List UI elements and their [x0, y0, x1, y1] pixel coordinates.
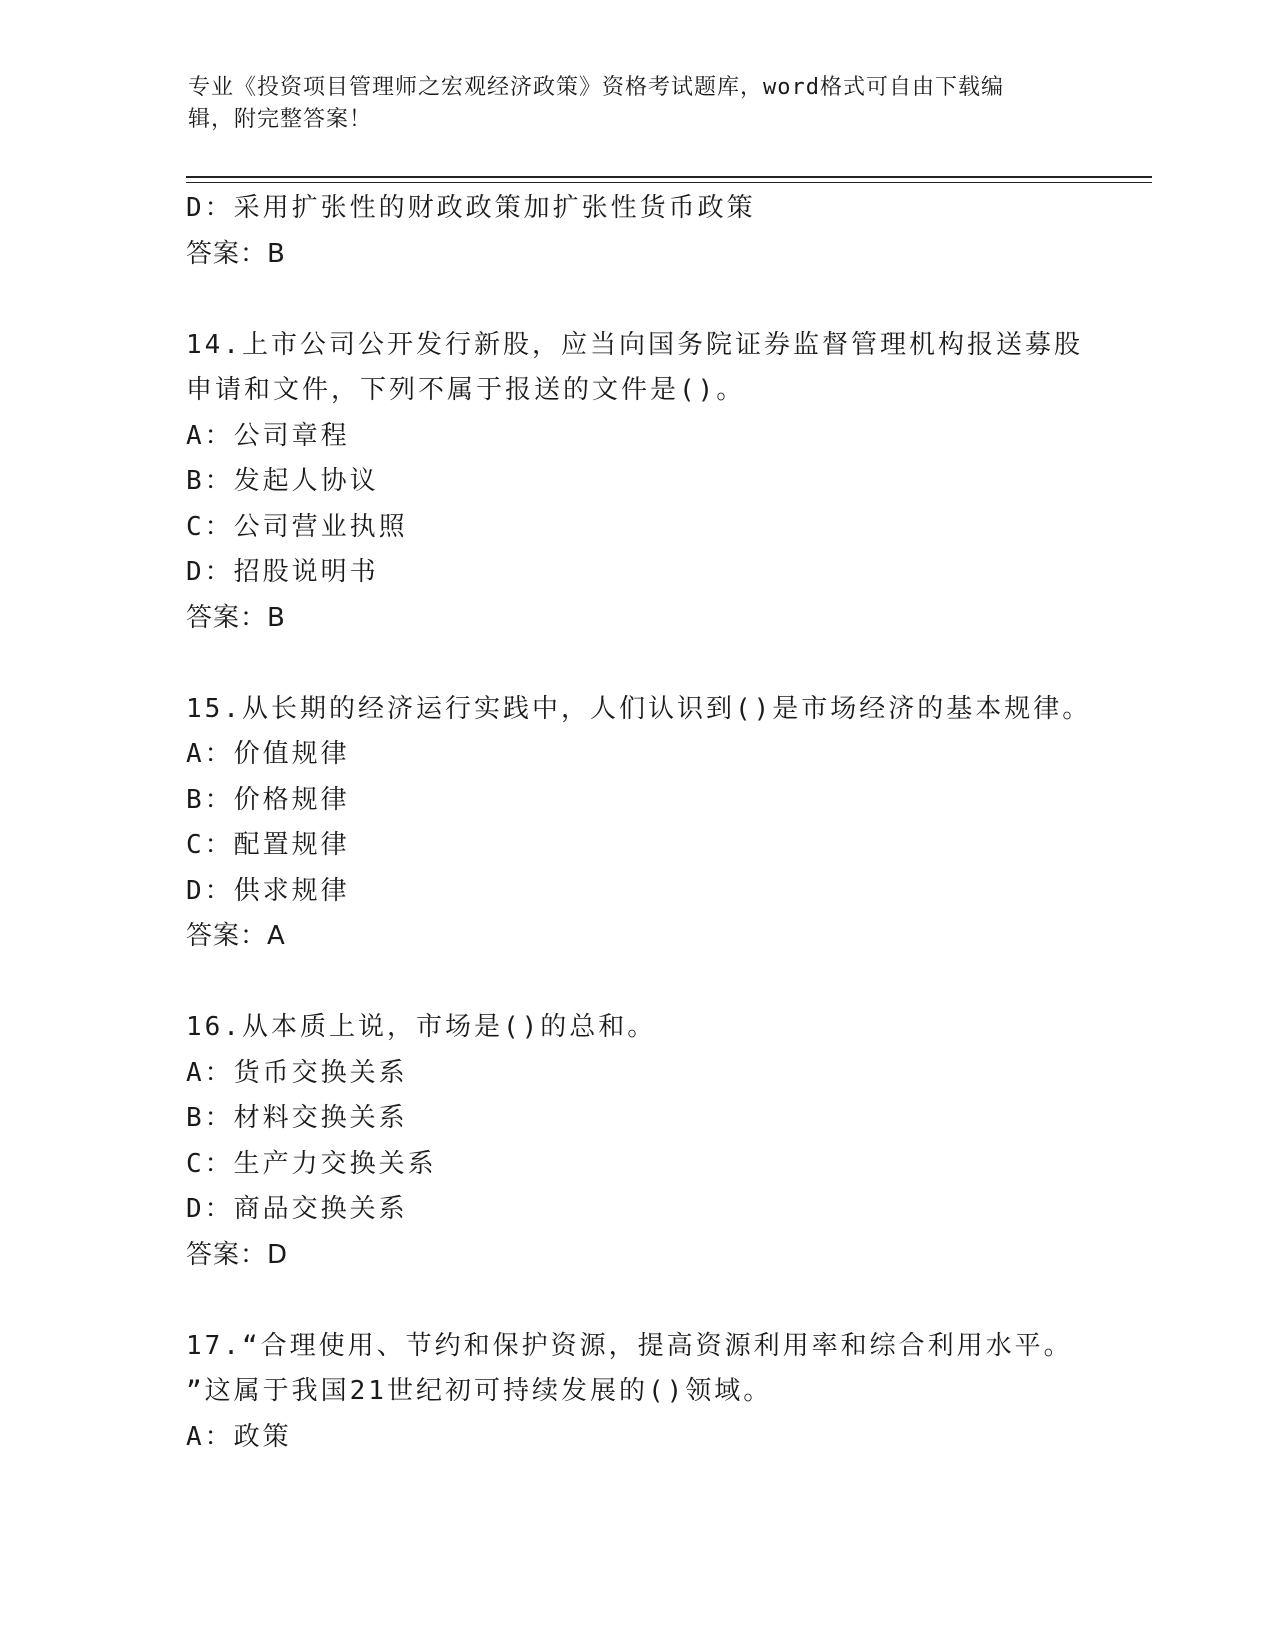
option-b: B：发起人协议 [186, 466, 379, 496]
header-rule-thin [186, 182, 1152, 183]
spacer [186, 277, 1086, 323]
header-rule-thick [186, 176, 1152, 178]
question-16 [186, 1005, 1086, 1278]
question-stem: ”这属于我国21世纪初可持续发展的()领域。 [186, 1376, 773, 1406]
prev-option-d: D：采用扩张性的财政政策加扩张性货币政策 [186, 193, 756, 223]
question-stem: 14.上市公司公开发行新股，应当向国务院证券监督管理机构报送募股 [186, 329, 1083, 360]
option-d: D：供求规律 [186, 875, 350, 906]
document-header [188, 72, 1068, 136]
spacer [186, 960, 1086, 1006]
answer: 答案：D [186, 1239, 289, 1270]
answer: 答案：A [186, 921, 286, 951]
option-c: C：生产力交换关系 [186, 1148, 437, 1179]
question-stem: 16.从本质上说，市场是()的总和。 [186, 1012, 657, 1042]
prev-answer: 答案：B [186, 238, 286, 269]
header-line-1: 专业《投资项目管理师之宏观经济政策》资格考试题库，word格式可自由下载编 [188, 75, 1004, 100]
question-list [186, 186, 1092, 1460]
option-a: A：价值规律 [186, 739, 350, 769]
option-d: D：商品交换关系 [186, 1194, 408, 1224]
question-17 [186, 1324, 1086, 1461]
question-15 [186, 687, 1092, 960]
option-b: B：材料交换关系 [186, 1103, 408, 1133]
question-stem: 17.“合理使用、节约和保护资源，提高资源利用率和综合利用水平。 [186, 1330, 1073, 1361]
spacer [186, 1278, 1086, 1324]
option-c: C：公司营业执照 [186, 511, 408, 542]
answer: 答案：B [186, 602, 286, 633]
header-line-2: 辑，附完整答案！ [188, 107, 373, 132]
option-c: C：配置规律 [186, 830, 350, 860]
option-a: A：政策 [186, 1421, 292, 1452]
option-b: B：价格规律 [186, 784, 350, 815]
question-stem: 15.从长期的经济运行实践中，人们认识到()是市场经济的基本规律。 [186, 693, 1092, 724]
option-a: A：公司章程 [186, 420, 350, 451]
question-14 [186, 323, 1086, 642]
option-a: A：货币交换关系 [186, 1057, 408, 1088]
option-d: D：招股说明书 [186, 557, 379, 587]
spacer [186, 641, 1086, 687]
question-stem: 申请和文件，下列不属于报送的文件是()。 [186, 375, 746, 405]
